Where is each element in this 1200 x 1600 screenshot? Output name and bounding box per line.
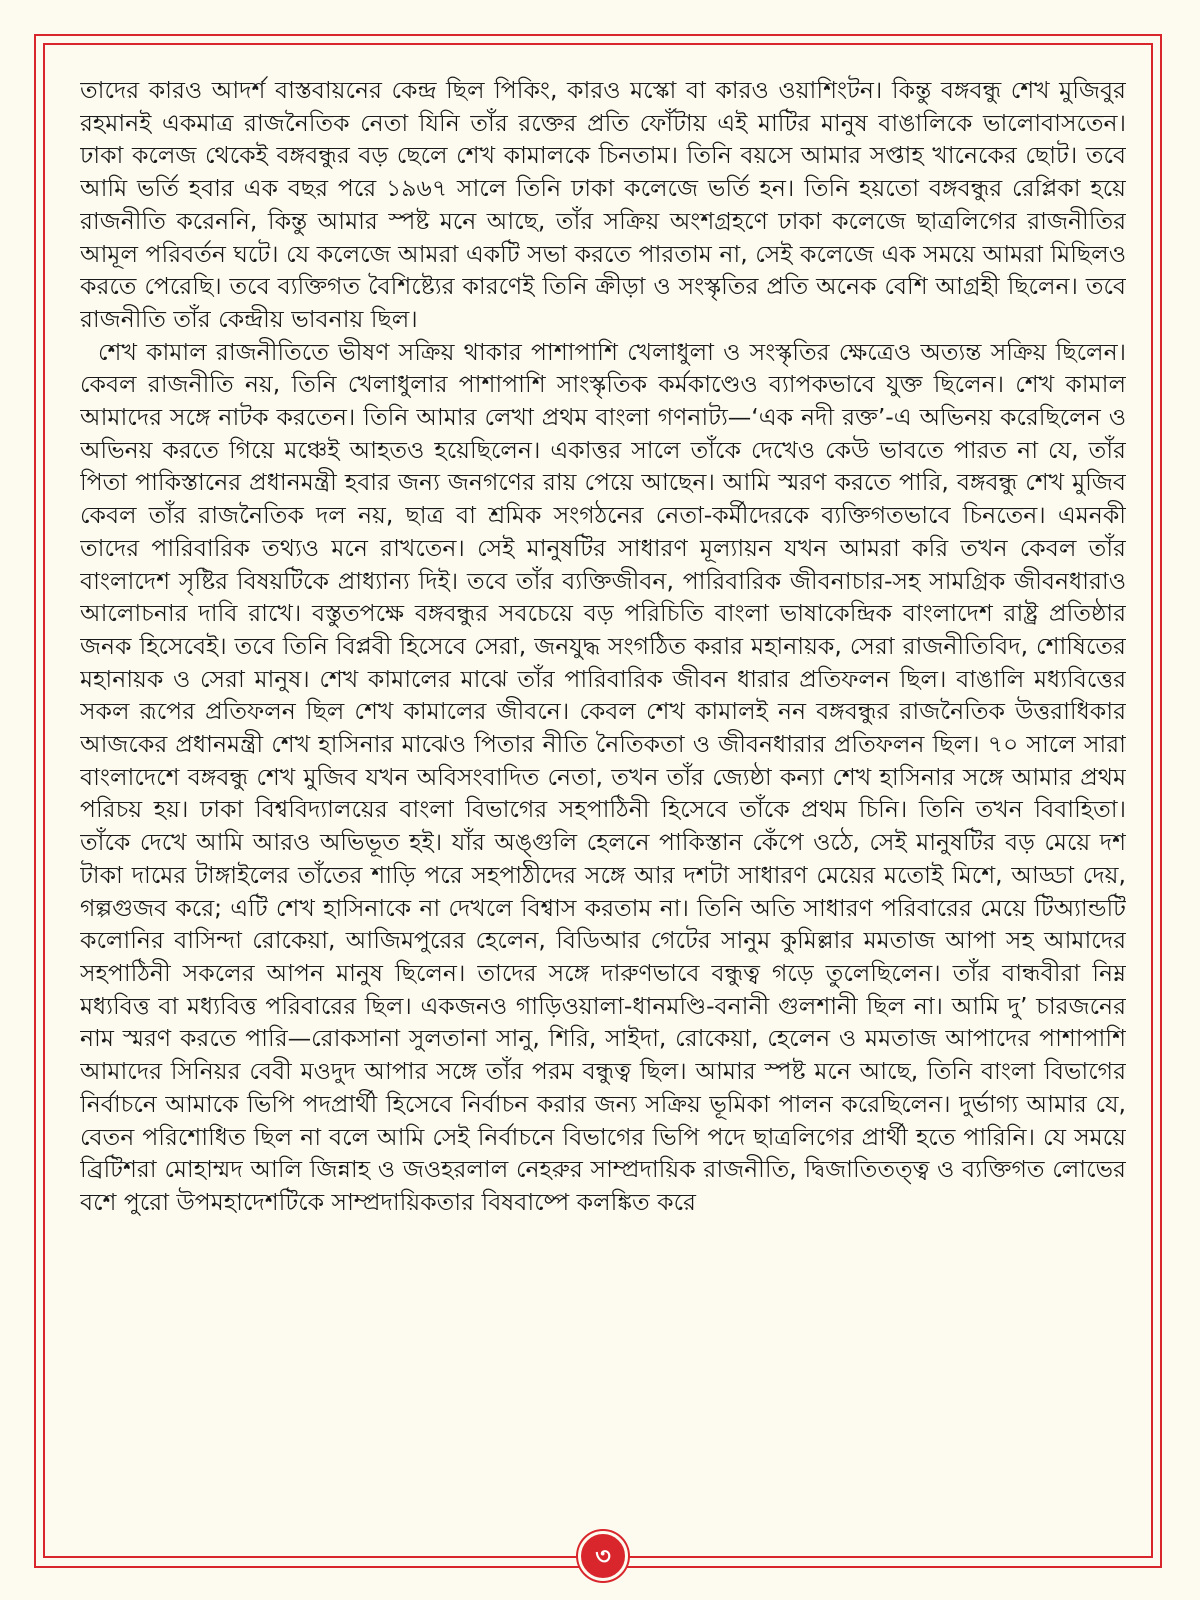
body-text (80, 74, 1126, 1510)
paragraph-1: তাদের কারও আদর্শ বাস্তবায়নের কেন্দ্র ছিল পিকিং, কারও মস্কো বা কারও ওয়াশিংটন। কিন্তু বঙ্গবন্ধু শেখ মুজিবুর রহমানই একমাত্র রাজনৈতিক নেতা যিনি তাঁর রক্তের প্রতি ফোঁটায় এই মাটির মানুষ বাঙালিকে ভালোবাসতেন। ঢাকা কলেজ থেকেই বঙ্গবন্ধুর বড় ছেলে শেখ কামালকে চিনতাম। তিনি বয়সে আমার সপ্তাহ খানেকের ছোট। তবে আমি ভর্তি হবার এক বছর পরে ১৯৬৭ সালে তিনি ঢাকা কলেজে ভর্তি হন। তিনি হয়তো বঙ্গবন্ধুর রেপ্লিকা হয়ে রাজনীতি করেননি, কিন্তু আমার স্পষ্ট মনে আছে, তাঁর সক্রিয় অংশগ্রহণে ঢাকা কলেজে ছাত্রলিগের রাজনীতির আমূল পরিবর্তন ঘটে। যে কলেজে আমরা একটি সভা করতে পারতাম না, সেই কলেজে এক সময়ে আমরা মিছিলও করতে পেরেছি। তবে ব্যক্তিগত বৈশিষ্ট্যের কারণেই তিনি ক্রীড়া ও সংস্কৃতির প্রতি অনেক বেশি আগ্রহী ছিলেন। তবে রাজনীতি তাঁর কেন্দ্রীয় ভাবনায় ছিল। (80, 76, 1126, 333)
page-number: ৩ (578, 1531, 628, 1581)
paragraph-2: শেখ কামাল রাজনীতিতে ভীষণ সক্রিয় থাকার পাশাপাশি খেলাধুলা ও সংস্কৃতির ক্ষেত্রেও অত্যন্ত সক্রিয় ছিলেন। কেবল রাজনীতি নয়, তিনি খেলাধুলার পাশাপাশি সাংস্কৃতিক কর্মকাণ্ডেও ব্যাপকভাবে যুক্ত ছিলেন। শেখ কামাল আমাদের সঙ্গে নাটক করতেন। তিনি আমার লেখা প্রথম বাংলা গণনাট্য—‘এক নদী রক্ত’-এ অভিনয় করেছিলেন ও অভিনয় করতে গিয়ে মঞ্চেই আহতও হয়েছিলেন। একাত্তর সালে তাঁকে দেখেও কেউ ভাবতে পারত না যে, তাঁর পিতা পাকিস্তানের প্রধানমন্ত্রী হবার জন্য জনগণের রায় পেয়ে আছেন। আমি স্মরণ করতে পারি, বঙ্গবন্ধু শেখ মুজিব কেবল তাঁর রাজনৈতিক দল নয়, ছাত্র বা শ্রমিক সংগঠনের নেতা-কর্মীদেরকে ব্যক্তিগতভাবে চিনতেন। এমনকী তাদের পারিবারিক তথ্যও মনে রাখতেন। সেই মানুষটির সাধারণ মূল্যায়ন যখন আমরা করি তখন কেবল তাঁর বাংলাদেশ সৃষ্টির বিষয়টিকে প্রাধ্যান্য দিই। তবে তাঁর ব্যক্তিজীবন, পারিবারিক জীবনাচার-সহ সামগ্রিক জীবনধারাও আলোচনার দাবি রাখে। বস্তুতপক্ষে বঙ্গবন্ধুর সবচেয়ে বড় পরিচিতি বাংলা ভাষাকেন্দ্রিক বাংলাদেশ রাষ্ট্র প্রতিষ্ঠার জনক হিসেবেই। তবে তিনি বিপ্লবী হিসেবে সেরা, জনযুদ্ধ সংগঠিত করার মহানায়ক, সেরা রাজনীতিবিদ, শোষিতের মহানায়ক ও সেরা মানুষ। শেখ কামালের মাঝে তাঁর পারিবারিক জীবন ধারার প্রতিফলন ছিল। বাঙালি মধ্যবিত্তের সকল রূপের প্রতিফলন ছিল শেখ কামালের জীবনে। কেবল শেখ কামালই নন বঙ্গবন্ধুর রাজনৈতিক উত্তরাধিকার আজকের প্রধানমন্ত্রী শেখ হাসিনার মাঝেও পিতার নীতি নৈতিকতা ও জীবনধারার প্রতিফলন ছিল। ৭০ সালে সারা বাংলাদেশে বঙ্গবন্ধু শেখ মুজিব যখন অবিসংবাদিত নেতা, তখন তাঁর জ্যেষ্ঠা কন্যা শেখ হাসিনার সঙ্গে আমার প্রথম পরিচয় হয়। ঢাকা বিশ্ববিদ্যালয়ের বাংলা বিভাগের সহপাঠিনী হিসেবে তাঁকে প্রথম চিনি। তিনি তখন বিবাহিতা। তাঁকে দেখে আমি আরও অভিভূত হই। যাঁর অঙ্গুলি হেলনে পাকিস্তান কেঁপে ওঠে, সেই মানুষটির বড় মেয়ে দশ টাকা দামের টাঙ্গাইলের তাঁতের শাড়ি পরে সহপাঠীদের সঙ্গে আর দশটা সাধারণ মেয়ের মতোই মিশে, আড্ডা দেয়, গল্পগুজব করে; এটি শেখ হাসিনাকে না দেখলে বিশ্বাস করতাম না। তিনি অতি সাধারণ পরিবারের মেয়ে টিঅ্যান্ডটি কলোনির বাসিন্দা রোকেয়া, আজিমপুরের হেলেন, বিডিআর গেটের সানুম কুমিল্লার মমতাজ আপা সহ আমাদের সহপাঠিনী সকলের আপন মানুষ ছিলেন। তাদের সঙ্গে দারুণভাবে বন্ধুত্ব গড়ে তুলেছিলেন। তাঁর বান্ধবীরা নিম্ন মধ্যবিত্ত বা মধ্যবিত্ত পরিবারের ছিল। একজনও গাড়িওয়ালা-ধানমণ্ডি-বনানী গুলশানী ছিল না। আমি দু’ চারজনের নাম স্মরণ করতে পারি—রোকসানা সুলতানা সানু, শিরি, সাইদা, রোকেয়া, হেলেন ও মমতাজ আপাদের পাশাপাশি আমাদের সিনিয়র বেবী মওদুদ আপার সঙ্গে তাঁর পরম বন্ধুত্ব ছিল। আমার স্পষ্ট মনে আছে, তিনি বাংলা বিভাগের নির্বাচনে আমাকে ভিপি পদপ্রার্থী হিসেবে নির্বাচন করার জন্য সক্রিয় ভূমিকা পালন করেছিলেন। দুর্ভাগ্য আমার যে, বেতন পরিশোধিত ছিল না বলে আমি সেই নির্বাচনে বিভাগের ভিপি পদে ছাত্রলিগের প্রার্থী হতে পারিনি। যে সময়ে ব্রিটিশরা মোহাম্মদ আলি জিন্নাহ ও জওহরলাল নেহরুর সাম্প্রদায়িক রাজনীতি, দ্বিজাতিতত্ত্ব ও ব্যক্তিগত লোভের বশে পুরো উপমহাদেশটিকে সাম্প্রদায়িকতার বিষবাষ্পে কলঙ্কিত করে (80, 337, 1126, 1216)
